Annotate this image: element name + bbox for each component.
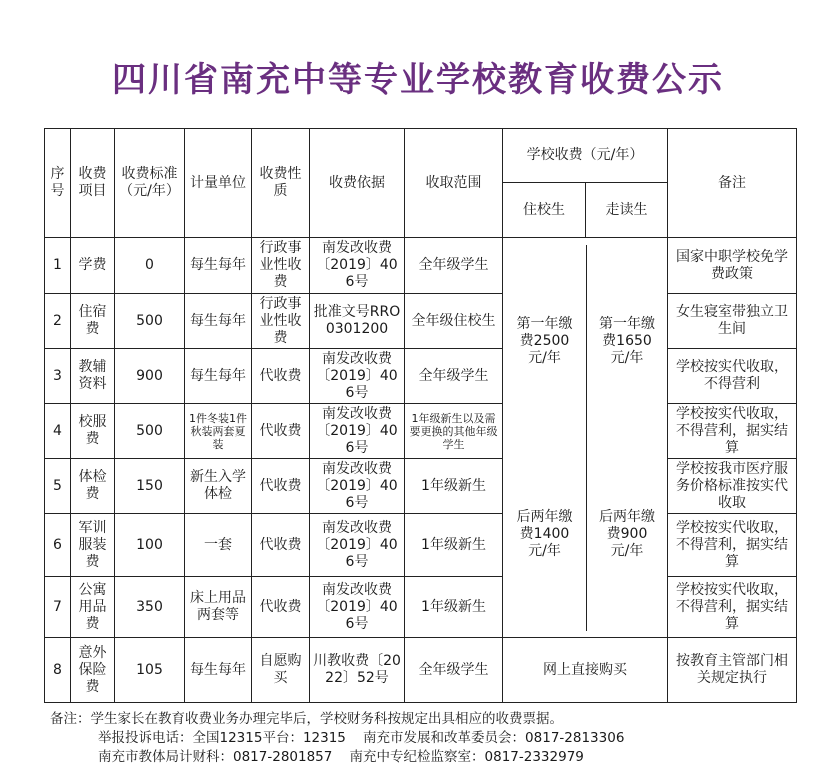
cell-nature: 代收费 [252, 459, 310, 514]
cell-unit: 每生每年 [185, 238, 252, 294]
merged-fee-area [503, 238, 668, 638]
header-day: 走读生 [586, 183, 668, 238]
header-scope: 收取范围 [405, 129, 503, 238]
cell-unit: 床上用品两套等 [185, 577, 252, 638]
cell-unit: 每生每年 [185, 294, 252, 349]
cell-scope: 全年级学生 [405, 238, 503, 294]
boarding-later-years-fee: 后两年缴费1400元/年 [516, 508, 573, 559]
cell-basis: 川教收费〔2022〕52号 [310, 638, 405, 703]
table-row [45, 238, 797, 294]
table-row [45, 404, 797, 459]
cell-unit: 新生入学体检 [185, 459, 252, 514]
cell-no: 8 [45, 638, 71, 703]
cell-item: 军训服装费 [71, 514, 115, 577]
cell-basis: 南发改收费〔2019〕406号 [310, 577, 405, 638]
cell-remark: 学校按实代收取，不得营利 [668, 349, 797, 404]
header-nature: 收费性质 [252, 129, 310, 238]
header-boarding: 住校生 [503, 183, 586, 238]
cell-no: 1 [45, 238, 71, 294]
cell-nature: 代收费 [252, 404, 310, 459]
cell-standard: 100 [115, 514, 185, 577]
cell-unit: 每生每年 [185, 349, 252, 404]
cell-basis: 南发改收费〔2019〕406号 [310, 349, 405, 404]
cell-online-purchase: 网上直接购买 [503, 638, 668, 703]
cell-item: 住宿费 [71, 294, 115, 349]
cell-unit: 每生每年 [185, 638, 252, 703]
header-remark: 备注 [668, 129, 797, 238]
cell-scope: 1年级新生 [405, 577, 503, 638]
cell-basis: 批准文号RRO0301200 [310, 294, 405, 349]
cell-nature: 代收费 [252, 514, 310, 577]
cell-scope: 全年级住校生 [405, 294, 503, 349]
cell-nature: 自愿购买 [252, 638, 310, 703]
cell-standard: 900 [115, 349, 185, 404]
cell-item: 公寓用品费 [71, 577, 115, 638]
cell-remark: 学校按实代收取，不得营利，据实结算 [668, 514, 797, 577]
table-row [45, 294, 797, 349]
header-school-fee: 学校收费（元/年） [503, 129, 668, 183]
cell-no: 2 [45, 294, 71, 349]
table-row [45, 577, 797, 638]
table-row [45, 638, 797, 703]
cell-nature: 代收费 [252, 349, 310, 404]
cell-no: 5 [45, 459, 71, 514]
cell-unit: 1件冬装1件秋装两套夏装 [185, 404, 252, 459]
fee-table [44, 128, 797, 703]
boarding-first-year-fee: 第一年缴费2500元/年 [516, 315, 573, 366]
header-seq: 序号 [45, 129, 71, 238]
cell-item: 校服费 [71, 404, 115, 459]
cell-scope: 全年级学生 [405, 638, 503, 703]
header-basis: 收费依据 [310, 129, 405, 238]
cell-remark: 女生寝室带独立卫生间 [668, 294, 797, 349]
cell-standard: 105 [115, 638, 185, 703]
note-receipt: 备注：学生家长在教育收费业务办理完毕后，学校财务科按规定出具相应的收费票据。 [50, 711, 563, 727]
cell-remark: 按教育主管部门相关规定执行 [668, 638, 797, 703]
cell-nature: 行政事业性收费 [252, 238, 310, 294]
day-first-year-fee: 第一年缴费1650元/年 [599, 315, 655, 366]
header-unit: 计量单位 [185, 129, 252, 238]
cell-item: 学费 [71, 238, 115, 294]
cell-basis: 南发改收费〔2019〕406号 [310, 404, 405, 459]
cell-no: 3 [45, 349, 71, 404]
cell-basis: 南发改收费〔2019〕406号 [310, 514, 405, 577]
cell-standard: 0 [115, 238, 185, 294]
table-row [45, 459, 797, 514]
cell-nature: 行政事业性收费 [252, 294, 310, 349]
table-row [45, 514, 797, 577]
cell-remark: 学校按实代收取，不得营利，据实结算 [668, 404, 797, 459]
cell-item: 体检费 [71, 459, 115, 514]
cell-basis: 南发改收费〔2019〕406号 [310, 238, 405, 294]
cell-item: 教辅资料 [71, 349, 115, 404]
cell-nature: 代收费 [252, 577, 310, 638]
cell-item: 意外保险费 [71, 638, 115, 703]
day-later-years-fee: 后两年缴费900元/年 [599, 508, 655, 559]
cell-no: 6 [45, 514, 71, 577]
cell-standard: 350 [115, 577, 185, 638]
note-complaint-hotline: 举报投诉电话：全国12315平台：12315 南充市发展和改革委员会：0817-2813306 [98, 730, 625, 746]
header-standard: 收费标准（元/年） [115, 129, 185, 238]
note-bureau-contacts: 南充市教体局计财科：0817-2801857 南充中专纪检监察室：0817-2332979 [98, 749, 584, 765]
cell-remark: 国家中职学校免学费政策 [668, 238, 797, 294]
cell-scope: 1年级新生以及需要更换的其他年级学生 [405, 404, 503, 459]
cell-standard: 500 [115, 404, 185, 459]
cell-basis: 南发改收费〔2019〕406号 [310, 459, 405, 514]
cell-scope: 全年级学生 [405, 349, 503, 404]
cell-no: 7 [45, 577, 71, 638]
table-row [45, 349, 797, 404]
cell-scope: 1年级新生 [405, 459, 503, 514]
header-item: 收费项目 [71, 129, 115, 238]
cell-remark: 学校按我市医疗服务价格标准按实代收取 [668, 459, 797, 514]
page-title: 四川省南充中等专业学校教育收费公示 [112, 60, 724, 100]
cell-standard: 500 [115, 294, 185, 349]
cell-no: 4 [45, 404, 71, 459]
cell-scope: 1年级新生 [405, 514, 503, 577]
cell-unit: 一套 [185, 514, 252, 577]
cell-standard: 150 [115, 459, 185, 514]
cell-remark: 学校按实代收取，不得营利，据实结算 [668, 577, 797, 638]
